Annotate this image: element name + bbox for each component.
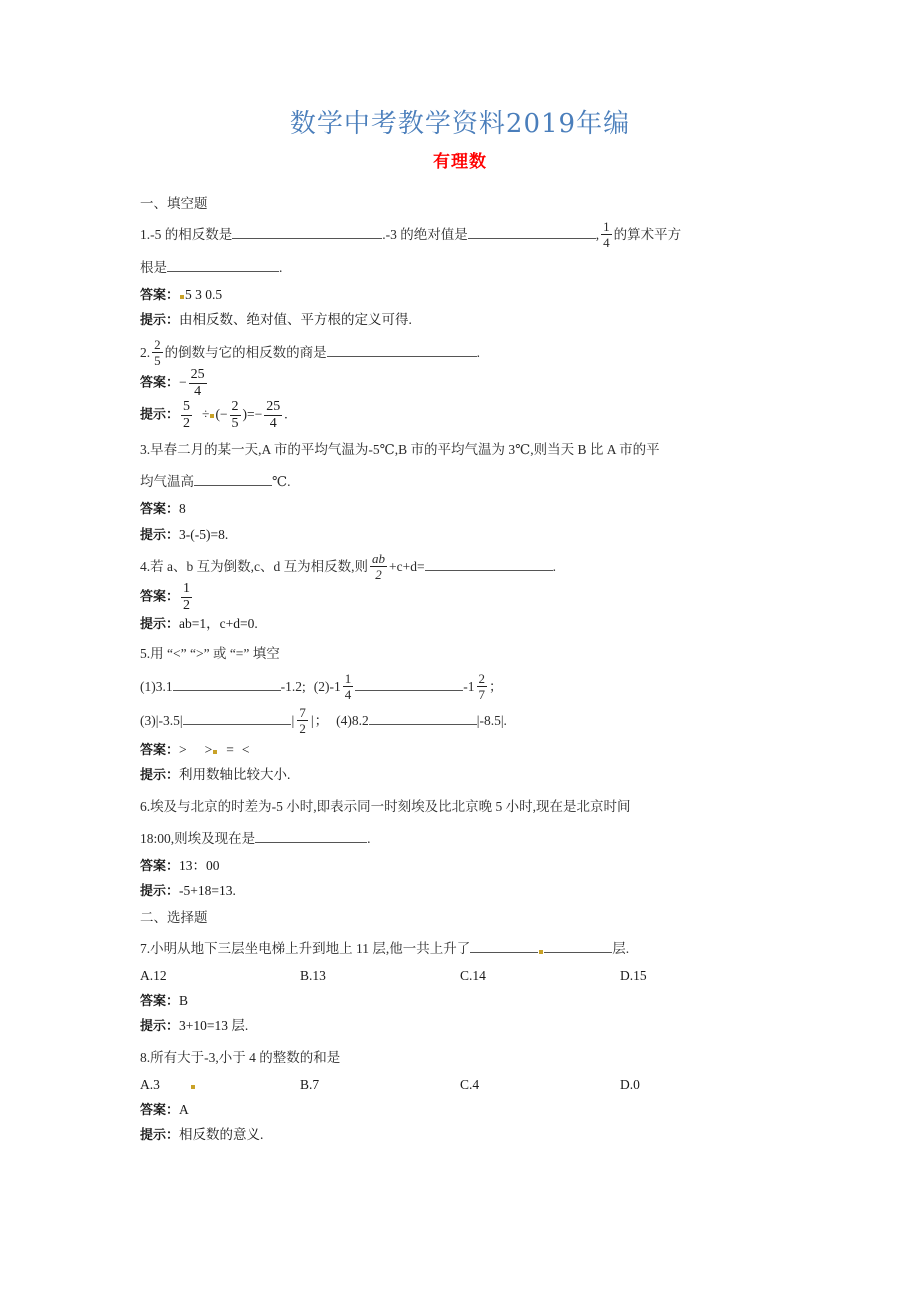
q5-fraction-one-fourth [343, 672, 354, 701]
question-8-options [140, 1073, 780, 1097]
q7-answer-value: B [179, 993, 189, 1009]
q5-4-post: |-8.5|. [476, 713, 507, 729]
question-7-hint [140, 1014, 780, 1038]
q1-blank-3[interactable] [167, 259, 279, 273]
answer-label: 答案： [140, 743, 180, 759]
q4-text-mid: +c+d= [388, 558, 425, 574]
q4-answer-fraction [181, 582, 192, 613]
question-6-answer [140, 854, 780, 878]
q7-text-pre: 7.小明从地下三层坐电梯上升到地上 11 层,他一共上升了 [140, 940, 471, 956]
q2-hint-f2-numerator: 2 [231, 398, 239, 414]
q1-fraction-denominator: 4 [603, 235, 610, 251]
q2-fraction-denominator: 5 [154, 352, 161, 368]
hint-label: 提示： [140, 884, 180, 900]
q7-hint-value: 3+10=13 层. [179, 1018, 249, 1034]
q5-4-pre: (4)8.2 [336, 713, 369, 729]
q5-answer-4: < [241, 742, 250, 758]
q4-hint-value: ab=1，c+d=0. [179, 615, 258, 631]
q5-fraction-seven-halves [297, 706, 308, 735]
hint-label: 提示： [140, 616, 180, 632]
hint-label: 提示： [140, 768, 180, 784]
section-heading-multiple-choice: 二、选择题 [140, 909, 208, 925]
q2-hint-fraction-1 [181, 400, 192, 431]
q2-hint-equals: =− [247, 406, 263, 422]
q8-option-a-label: A.3 [140, 1077, 160, 1093]
q2-answer-denominator: 4 [194, 383, 202, 399]
document-content [140, 108, 780, 1148]
question-3-hint [140, 523, 780, 547]
question-7-options [140, 964, 780, 988]
q7-blank-1b[interactable] [544, 939, 612, 953]
q1-text-part3: , [595, 227, 600, 243]
q8-answer-value: A [179, 1102, 189, 1118]
question-5-row-1 [140, 672, 780, 701]
question-1-hint [140, 308, 780, 332]
q2-number: 2. [140, 344, 151, 360]
question-4-answer [140, 582, 780, 613]
answer-label: 答案： [140, 375, 180, 391]
question-3-stem-line1: 3.早春二月的某一天,A 市的平均气温为-5℃,B 市的平均气温为 3℃,则当天 B 比 A 市的平 [140, 441, 660, 457]
q2-text: 的倒数与它的相反数的商是 [164, 344, 327, 360]
q4-text-suffix: . [552, 558, 556, 574]
q4-blank-1[interactable] [425, 557, 553, 571]
q1-blank-2[interactable] [468, 226, 596, 240]
q5-1-pre: (1)3.1 [140, 679, 173, 695]
answer-label: 答案： [140, 288, 180, 304]
question-5-row-2 [140, 706, 780, 737]
q5-f1-numerator: 1 [344, 671, 352, 687]
q5-fraction-two-sevenths [477, 672, 488, 701]
q2-hint-fraction-3 [264, 400, 282, 431]
q6-answer-value: 13：00 [179, 858, 220, 874]
q1-text-part2: .-3 的绝对值是 [382, 227, 468, 243]
q2-answer-sign: − [179, 374, 187, 390]
q6-text-pre: 18:00,则埃及现在是 [140, 831, 256, 847]
q5-answer-1: > [179, 742, 187, 758]
question-5-prompt: 5.用 “<” “>” 或 “=” 填空 [140, 645, 280, 661]
highlight-speck [539, 950, 543, 954]
q2-hint-close-paren: ) [242, 406, 248, 422]
answer-label: 答案： [140, 994, 180, 1010]
question-3-stem-line2 [140, 468, 780, 496]
question-8-hint [140, 1123, 780, 1147]
q1-fraction-one-fourth [601, 220, 612, 249]
q4-fraction-numerator: ab [371, 550, 385, 566]
q5-3-end: ； [314, 713, 329, 729]
q5-blank-3[interactable] [183, 712, 291, 726]
question-6-hint [140, 879, 780, 903]
q5-f3-numerator: 7 [299, 705, 306, 721]
q2-hint-fraction-2 [230, 400, 241, 431]
q1-fraction-numerator: 1 [603, 219, 610, 235]
q5-f2-numerator: 2 [478, 671, 485, 687]
q3-text-pre: 均气温高 [140, 474, 194, 490]
question-8-stem: 8.所有大于-3,小于 4 的整数的和是 [140, 1049, 341, 1065]
hint-label: 提示： [140, 313, 180, 329]
question-1-stem [140, 220, 780, 249]
question-6-stem-line1: 6.埃及与北京的时差为-5 小时,即表示同一时刻埃及比北京晚 5 小时,现在是北京时间 [140, 798, 631, 814]
hint-label: 提示： [140, 1019, 180, 1035]
highlight-speck [213, 750, 217, 754]
q5-f3-denominator: 2 [299, 721, 306, 737]
q1-blank-1[interactable] [232, 226, 382, 240]
q7-blank-1a[interactable] [470, 939, 538, 953]
q2-fraction-numerator: 2 [154, 336, 161, 352]
hint-label: 提示： [140, 527, 180, 543]
q7-option-b[interactable]: B.13 [300, 968, 326, 984]
q4-text-pre: 4.若 a、b 互为倒数,c、d 互为相反数,则 [140, 558, 368, 574]
q2-hint-f1-numerator: 5 [183, 398, 191, 414]
q4-fraction-denominator: 2 [375, 566, 382, 582]
q8-hint-value: 相反数的意义. [179, 1127, 264, 1143]
question-2-hint [140, 400, 780, 431]
answer-label: 答案： [140, 502, 180, 518]
q7-text-post: 层. [612, 940, 630, 956]
hint-label: 提示： [140, 407, 180, 423]
q5-2-end: ； [489, 679, 503, 695]
q6-blank-1[interactable] [255, 830, 367, 844]
q1-text-part5: 根是 [140, 260, 167, 276]
q5-f1-denominator: 4 [344, 687, 352, 703]
q6-text-post: . [367, 831, 371, 847]
q7-option-d[interactable]: D.15 [620, 968, 647, 984]
q3-answer-value: 8 [179, 501, 186, 517]
q5-blank-4[interactable] [369, 712, 477, 726]
question-1-stem-line2 [140, 254, 780, 282]
q4-answer-numerator: 1 [183, 580, 191, 596]
question-7-stem [140, 935, 780, 963]
q2-answer-fraction [189, 368, 207, 399]
q5-1-post: -1.2; [280, 679, 306, 695]
q5-blank-1[interactable] [173, 678, 281, 692]
q2-text-suffix: . [476, 344, 480, 360]
q3-hint-value: 3-(-5)=8. [179, 526, 229, 542]
answer-label: 答案： [140, 859, 180, 875]
q5-hint-value: 利用数轴比较大小. [179, 767, 291, 783]
q2-fraction-two-fifths [152, 338, 163, 367]
q1-answer-value: 5 3 0.5 [185, 287, 223, 303]
highlight-speck [210, 414, 214, 418]
q7-option-a[interactable]: A.12 [140, 968, 167, 984]
q2-blank-1[interactable] [327, 343, 477, 357]
q5-2-pre: (2)-1 [313, 679, 341, 695]
q1-text-part6: . [279, 260, 283, 276]
question-6-stem-line2 [140, 825, 780, 853]
question-2-stem [140, 338, 780, 367]
page-title: 数学中考教学资料2019年编 [289, 109, 631, 139]
q8-option-c[interactable]: C.4 [460, 1077, 480, 1093]
question-3-answer [140, 497, 780, 521]
q2-hint-division-operator: ÷ [202, 406, 210, 422]
q8-option-a[interactable] [140, 1073, 300, 1097]
q7-option-c[interactable]: C.14 [460, 968, 486, 984]
page-subtitle: 有理数 [433, 151, 487, 172]
q2-hint-f3-denominator: 4 [269, 415, 277, 431]
q3-text-post: ℃. [272, 474, 291, 490]
question-5-answer [140, 738, 780, 762]
q5-3-abs-bar-right: | [310, 714, 314, 730]
q4-fraction-ab-over-2 [370, 552, 387, 581]
question-4-hint [140, 614, 780, 635]
q5-answer-2: > [204, 742, 213, 758]
q1-hint-value: 由相反数、绝对值、平方根的定义可得. [179, 312, 412, 328]
q5-3-pre: (3)|-3.5| [140, 713, 183, 729]
q1-text-part4: 的算术平方 [613, 227, 682, 243]
question-4-stem [140, 552, 780, 581]
q5-answer-3: = [226, 742, 234, 758]
highlight-speck [180, 295, 184, 299]
question-1-answer [140, 283, 780, 307]
q2-hint-open-paren: (− [215, 406, 228, 422]
q5-f2-denominator: 7 [478, 687, 485, 703]
q8-option-b[interactable]: B.7 [300, 1077, 320, 1093]
q6-hint-value: -5+18=13. [179, 883, 236, 899]
highlight-speck [191, 1085, 195, 1089]
answer-label: 答案： [140, 589, 180, 605]
hint-label: 提示： [140, 1128, 180, 1144]
question-7-answer [140, 989, 780, 1013]
q2-hint-f1-denominator: 2 [183, 415, 191, 431]
q1-text-part1: 1.-5 的相反数是 [140, 227, 233, 243]
q5-blank-2[interactable] [355, 678, 463, 692]
q2-hint-f2-denominator: 5 [231, 415, 239, 431]
q3-blank-1[interactable] [194, 473, 272, 487]
q4-answer-denominator: 2 [183, 597, 191, 613]
answer-label: 答案： [140, 1103, 180, 1119]
q2-hint-f3-numerator: 25 [266, 398, 281, 414]
q5-3-abs-bar-left: | [291, 714, 295, 730]
q5-2-mid: -1 [463, 679, 475, 695]
question-8-answer [140, 1098, 780, 1122]
q2-hint-period: . [284, 406, 288, 422]
q8-option-d[interactable]: D.0 [620, 1077, 640, 1093]
question-2-answer [140, 368, 780, 399]
section-heading-fill-in: 一、填空题 [140, 195, 208, 211]
q2-answer-numerator: 25 [190, 366, 205, 382]
question-5-hint [140, 763, 780, 787]
